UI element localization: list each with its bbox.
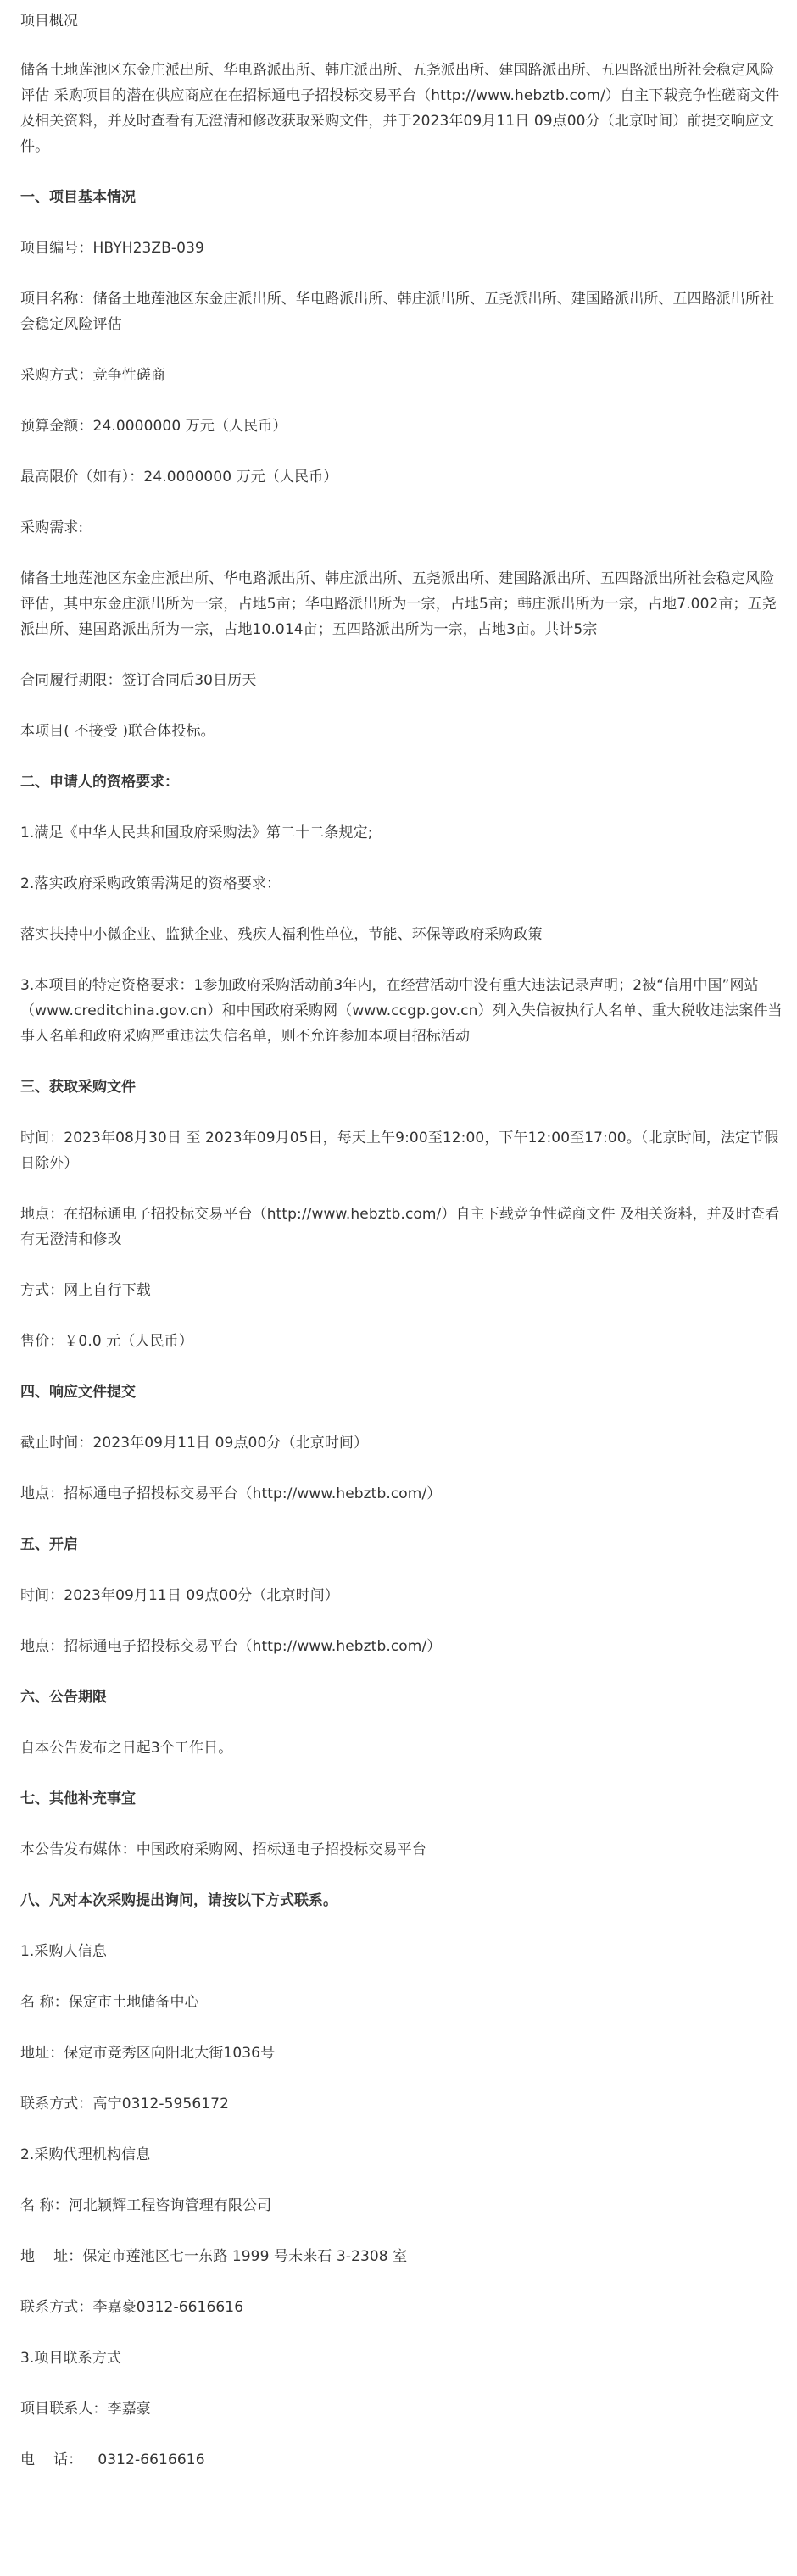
demand-label: 采购需求:: [20, 519, 84, 536]
project-name: 项目名称：储备土地莲池区东金庄派出所、华电路派出所、韩庄派出所、五尧派出所、建国路派出所、五四路派出所社会稳定风险评估: [20, 291, 775, 333]
submission-deadline: 截止时间：2023年09月11日 09点00分（北京时间）: [20, 1435, 369, 1452]
project-contact-person: 项目联系人：李嘉豪: [20, 2401, 151, 2418]
purchaser-address: 地址：保定市竞秀区向阳北大街1036号: [20, 2045, 276, 2062]
section-7-heading: 七、其他补充事宜: [20, 1790, 136, 1807]
page-title: 项目概况: [20, 13, 78, 30]
section-4-heading: 四、响应文件提交: [20, 1384, 136, 1401]
phone-label: 电 话：: [20, 2451, 83, 2468]
notice-period: 自本公告发布之日起3个工作日。: [20, 1740, 233, 1757]
agency-address-label: 地 址：: [20, 2248, 83, 2265]
purchaser-label: 1.采购人信息: [20, 1943, 107, 1960]
document-price: 售价：￥0.0 元（人民币）: [20, 1333, 193, 1350]
max-price: 最高限价（如有）：24.0000000 万元（人民币）: [20, 469, 338, 486]
section-8-heading: 八、凡对本次采购提出询问，请按以下方式联系。: [20, 1892, 337, 1909]
document-method: 方式：网上自行下载: [20, 1282, 151, 1299]
budget-amount: 预算金额：24.0000000 万元（人民币）: [20, 418, 287, 435]
purchaser-contact: 联系方式：高宁0312-5956172: [20, 2096, 230, 2112]
agency-contact: 联系方式：李嘉豪0312-6616616: [20, 2299, 244, 2316]
publication-media: 本公告发布媒体：中国政府采购网、招标通电子招投标交易平台: [20, 1841, 426, 1858]
contract-term: 合同履行期限：签订合同后30日历天: [20, 672, 257, 689]
qualification-item-3: 3.本项目的特定资格要求：1参加政府采购活动前3年内，在经营活动中没有重大违法记录声明；2被“信用中国”网站（www.creditchina.gov.cn）和中国政府采购网（www.ccgp.gov.cn）列入失信被执行人名单、重大税收违法案件当事人名单和政府采购严重违法失信名单，则不允许参加本项目招标活动: [20, 977, 783, 1045]
overview-text: 储备土地莲池区东金庄派出所、华电路派出所、韩庄派出所、五尧派出所、建国路派出所、五四路派出所社会稳定风险评估 采购项目的潜在供应商应在在招标通电子招投标交易平台（http://www.hebztb.com/）自主下载竞争性磋商文件 及相关资料，并及时查看有无澄清和修改获取采购文件，并于2023年09月11日 09点00分（北京时间）前提交响应文件。: [20, 62, 780, 155]
purchaser-name: 名 称：保定市土地储备中心: [20, 1994, 199, 2011]
qualification-item-2-detail: 落实扶持中小微企业、监狱企业、残疾人福利性单位，节能、环保等政府采购政策: [20, 926, 543, 943]
demand-text: 储备土地莲池区东金庄派出所、华电路派出所、韩庄派出所、五尧派出所、建国路派出所、五四路派出所社会稳定风险评估，其中东金庄派出所为一宗，占地5亩；华电路派出所为一宗，占地5亩；韩庄派出所为一宗，占地7.002亩；五尧派出所、建国路派出所为一宗，占地10.014亩；五四路派出所为一宗，占地3亩。共计5宗: [20, 570, 777, 638]
section-6-heading: 六、公告期限: [20, 1689, 107, 1706]
project-number: 项目编号：HBYH23ZB-039: [20, 240, 204, 257]
agency-name: 名 称：河北颖辉工程咨询管理有限公司: [20, 2197, 272, 2214]
opening-time: 时间：2023年09月11日 09点00分（北京时间）: [20, 1587, 339, 1604]
phone-value: 0312-6616616: [98, 2451, 205, 2468]
section-5-heading: 五、开启: [20, 1536, 78, 1553]
section-1-heading: 一、项目基本情况: [20, 189, 136, 206]
agency-address: [20, 2244, 783, 2269]
procurement-method: 采购方式：竞争性磋商: [20, 367, 165, 384]
agency-label: 2.采购代理机构信息: [20, 2146, 151, 2163]
section-3-heading: 三、获取采购文件: [20, 1079, 136, 1096]
qualification-item-1: 1.满足《中华人民共和国政府采购法》第二十二条规定;: [20, 824, 373, 841]
project-contact-phone: [20, 2447, 783, 2473]
agency-address-value: 保定市莲池区七一东路 1999 号未来石 3-2308 室: [82, 2248, 408, 2265]
submission-place: 地点：招标通电子招投标交易平台（http://www.hebztb.com/）: [20, 1485, 442, 1502]
project-contact-label: 3.项目联系方式: [20, 2350, 122, 2367]
opening-place: 地点：招标通电子招投标交易平台（http://www.hebztb.com/）: [20, 1638, 442, 1655]
consortium-note: 本项目( 不接受 )联合体投标。: [20, 723, 215, 740]
qualification-item-2: 2.落实政府采购政策需满足的资格要求：: [20, 875, 281, 892]
document-time: 时间：2023年08月30日 至 2023年09月05日，每天上午9:00至12:00，下午12:00至17:00。（北京时间，法定节假日除外）: [20, 1130, 779, 1172]
document-place: 地点：在招标通电子招投标交易平台（http://www.hebztb.com/）自主下载竞争性磋商文件 及相关资料，并及时查看有无澄清和修改: [20, 1206, 780, 1248]
section-2-heading: 二、申请人的资格要求：: [20, 774, 179, 791]
